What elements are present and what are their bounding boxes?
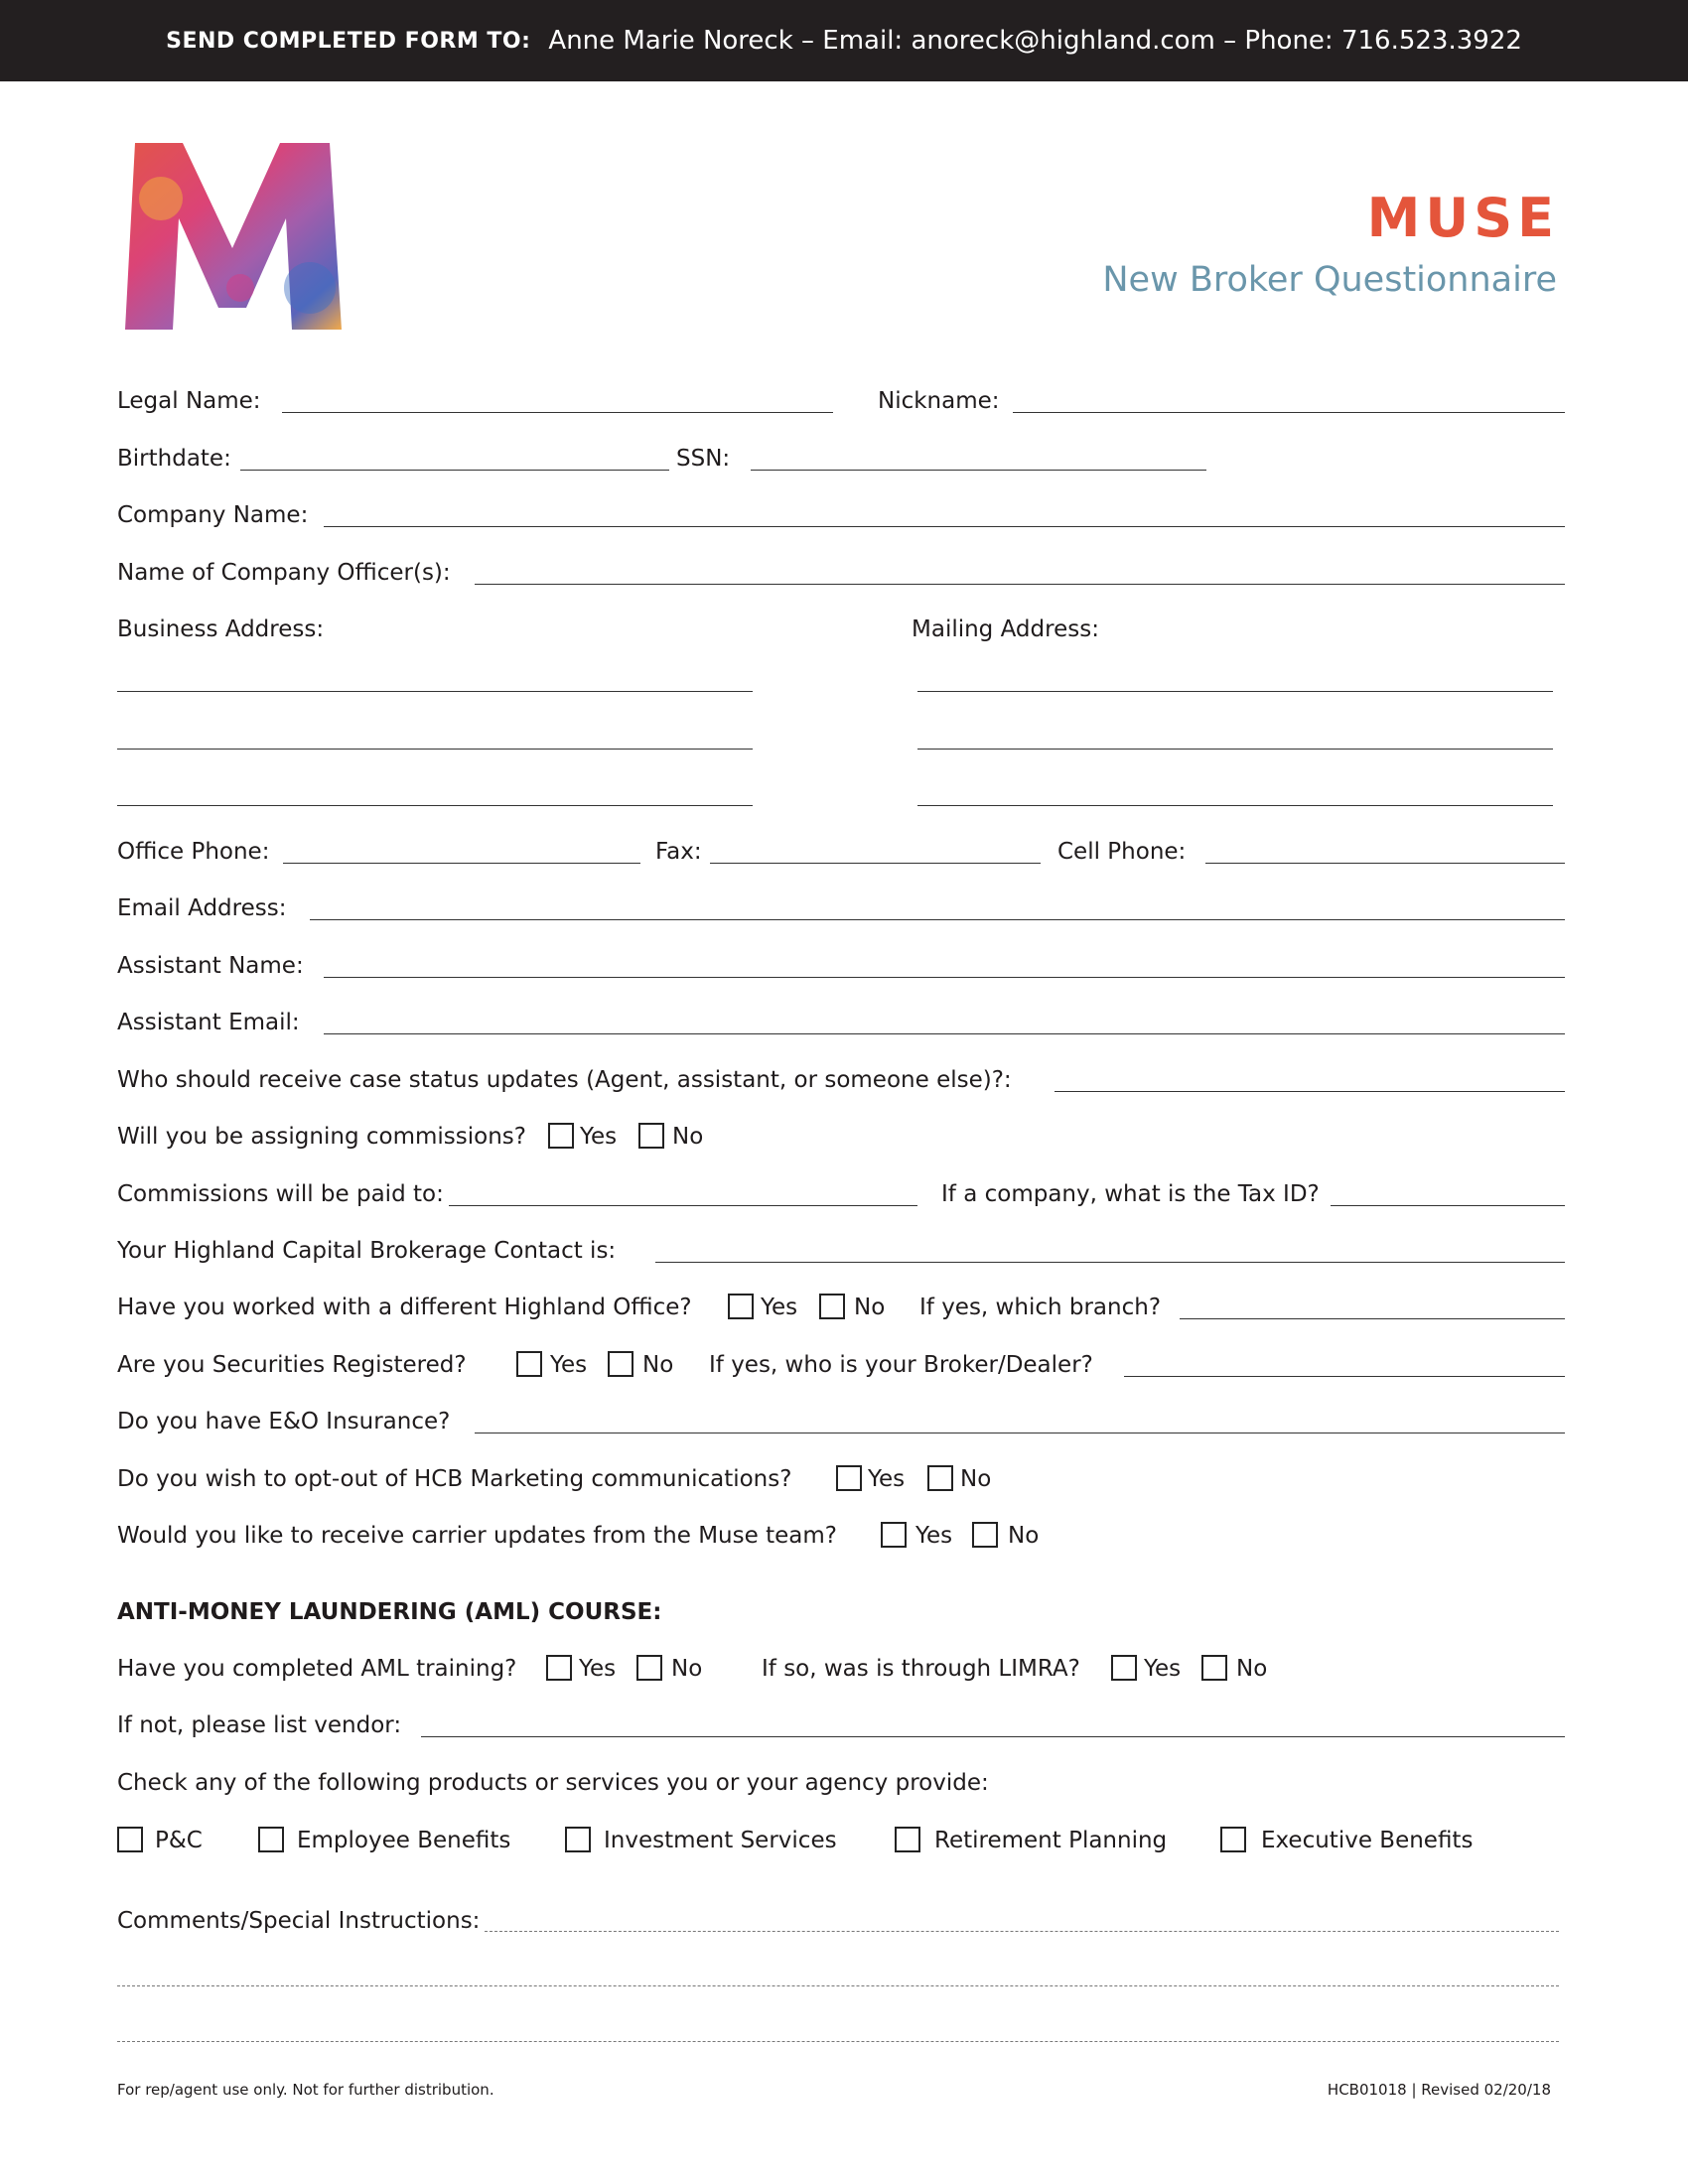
no-label: No <box>1236 1656 1268 1682</box>
carrier-updates-yes-checkbox[interactable] <box>881 1522 907 1548</box>
nickname-label: Nickname: <box>878 388 1000 414</box>
aml-limra-label: If so, was is through LIMRA? <box>762 1656 1080 1682</box>
business-address-label: Business Address: <box>117 616 325 642</box>
which-branch-label: If yes, which branch? <box>919 1295 1162 1320</box>
muse-logo <box>121 139 345 333</box>
different-office-label: Have you worked with a different Highland Office? <box>117 1295 692 1320</box>
carrier-updates-no-checkbox[interactable] <box>972 1522 998 1548</box>
product-retirement-planning-checkbox[interactable] <box>895 1827 920 1852</box>
securities-yes-checkbox[interactable] <box>516 1351 542 1377</box>
yes-label: Yes <box>761 1295 798 1320</box>
no-label: No <box>1008 1523 1040 1549</box>
assistant-email-label: Assistant Email: <box>117 1010 300 1035</box>
no-label: No <box>672 1124 704 1150</box>
fax-label: Fax: <box>655 839 702 865</box>
yes-label: Yes <box>868 1466 906 1492</box>
comments-line-3[interactable] <box>117 2041 1559 2042</box>
commissions-paid-to-field[interactable] <box>449 1205 917 1206</box>
aml-completed-yes-checkbox[interactable] <box>546 1655 572 1681</box>
yes-label: Yes <box>550 1352 588 1378</box>
product-employee-benefits-label: Employee Benefits <box>297 1828 511 1853</box>
product-pc-label: P&C <box>155 1828 203 1853</box>
securities-registered-label: Are you Securities Registered? <box>117 1352 467 1378</box>
aml-heading: ANTI-MONEY LAUNDERING (AML) COURSE: <box>117 1599 662 1625</box>
comments-line-1[interactable] <box>485 1931 1559 1932</box>
send-to-contact: Anne Marie Noreck – Email: anoreck@highland.com – Phone: 716.523.3922 <box>548 26 1522 56</box>
aml-completed-no-checkbox[interactable] <box>636 1655 662 1681</box>
business-address-line-1[interactable] <box>117 691 753 692</box>
different-office-yes-checkbox[interactable] <box>728 1294 754 1319</box>
carrier-updates-label: Would you like to receive carrier updates from the Muse team? <box>117 1523 837 1549</box>
assistant-name-label: Assistant Name: <box>117 953 304 979</box>
product-pc-checkbox[interactable] <box>117 1827 143 1852</box>
opt-out-yes-checkbox[interactable] <box>836 1465 862 1491</box>
case-status-field[interactable] <box>1055 1091 1565 1092</box>
securities-no-checkbox[interactable] <box>608 1351 633 1377</box>
no-label: No <box>960 1466 992 1492</box>
which-branch-field[interactable] <box>1180 1318 1565 1319</box>
watercolor-m-logo-icon <box>121 139 345 333</box>
different-office-no-checkbox[interactable] <box>819 1294 845 1319</box>
office-phone-field[interactable] <box>283 863 640 864</box>
product-executive-benefits-checkbox[interactable] <box>1220 1827 1246 1852</box>
email-address-label: Email Address: <box>117 895 287 921</box>
business-address-line-2[interactable] <box>117 749 753 750</box>
yes-label: Yes <box>1144 1656 1182 1682</box>
aml-vendor-field[interactable] <box>421 1736 1565 1737</box>
send-to-banner <box>0 0 1688 81</box>
opt-out-label: Do you wish to opt-out of HCB Marketing communications? <box>117 1466 792 1492</box>
opt-out-no-checkbox[interactable] <box>927 1465 953 1491</box>
business-address-line-3[interactable] <box>117 805 753 806</box>
product-retirement-planning-label: Retirement Planning <box>934 1828 1168 1853</box>
cell-phone-field[interactable] <box>1205 863 1565 864</box>
company-officers-field[interactable] <box>475 584 1565 585</box>
broker-dealer-field[interactable] <box>1124 1376 1565 1377</box>
legal-name-label: Legal Name: <box>117 388 261 414</box>
no-label: No <box>671 1656 703 1682</box>
aml-limra-no-checkbox[interactable] <box>1201 1655 1227 1681</box>
nickname-field[interactable] <box>1013 412 1565 413</box>
commissions-paid-to-label: Commissions will be paid to: <box>117 1181 444 1207</box>
company-name-label: Company Name: <box>117 502 309 528</box>
yes-label: Yes <box>580 1124 618 1150</box>
aml-vendor-label: If not, please list vendor: <box>117 1712 402 1738</box>
products-prompt: Check any of the following products or services you or your agency provide: <box>117 1770 989 1796</box>
tax-id-label: If a company, what is the Tax ID? <box>941 1181 1320 1207</box>
no-label: No <box>642 1352 674 1378</box>
office-phone-label: Office Phone: <box>117 839 270 865</box>
send-to-label: SEND COMPLETED FORM TO: <box>166 28 531 54</box>
mailing-address-line-1[interactable] <box>917 691 1553 692</box>
legal-name-field[interactable] <box>282 412 833 413</box>
mailing-address-line-2[interactable] <box>917 749 1553 750</box>
form-subtitle: New Broker Questionnaire <box>1102 260 1557 300</box>
no-label: No <box>854 1295 886 1320</box>
ssn-label: SSN: <box>676 446 731 472</box>
hcb-contact-label: Your Highland Capital Brokerage Contact is: <box>117 1238 617 1264</box>
birthdate-field[interactable] <box>240 470 669 471</box>
email-address-field[interactable] <box>310 919 1565 920</box>
ssn-field[interactable] <box>751 470 1206 471</box>
cell-phone-label: Cell Phone: <box>1057 839 1187 865</box>
tax-id-field[interactable] <box>1331 1205 1565 1206</box>
assistant-email-field[interactable] <box>324 1033 1565 1034</box>
mailing-address-label: Mailing Address: <box>912 616 1099 642</box>
product-executive-benefits-label: Executive Benefits <box>1261 1828 1474 1853</box>
hcb-contact-field[interactable] <box>655 1262 1565 1263</box>
assigning-commissions-label: Will you be assigning commissions? <box>117 1124 526 1150</box>
assigning-commissions-no-checkbox[interactable] <box>638 1123 664 1149</box>
assistant-name-field[interactable] <box>324 977 1565 978</box>
aml-limra-yes-checkbox[interactable] <box>1111 1655 1137 1681</box>
yes-label: Yes <box>915 1523 953 1549</box>
broker-dealer-label: If yes, who is your Broker/Dealer? <box>709 1352 1093 1378</box>
fax-field[interactable] <box>710 863 1041 864</box>
comments-label: Comments/Special Instructions: <box>117 1908 481 1934</box>
company-name-field[interactable] <box>324 526 1565 527</box>
product-employee-benefits-checkbox[interactable] <box>258 1827 284 1852</box>
comments-line-2[interactable] <box>117 1985 1559 1986</box>
footer-disclaimer: For rep/agent use only. Not for further distribution. <box>117 2081 494 2099</box>
product-investment-services-label: Investment Services <box>604 1828 837 1853</box>
birthdate-label: Birthdate: <box>117 446 231 472</box>
company-officers-label: Name of Company Officer(s): <box>117 560 451 586</box>
form-brand-title: MUSE <box>1366 187 1559 249</box>
aml-completed-label: Have you completed AML training? <box>117 1656 517 1682</box>
mailing-address-line-3[interactable] <box>917 805 1553 806</box>
product-investment-services-checkbox[interactable] <box>565 1827 591 1852</box>
footer-form-code: HCB01018 | Revised 02/20/18 <box>1327 2081 1551 2099</box>
assigning-commissions-yes-checkbox[interactable] <box>548 1123 574 1149</box>
eo-insurance-label: Do you have E&O Insurance? <box>117 1409 451 1434</box>
case-status-label: Who should receive case status updates (Agent, assistant, or someone else)?: <box>117 1067 1012 1093</box>
yes-label: Yes <box>579 1656 617 1682</box>
